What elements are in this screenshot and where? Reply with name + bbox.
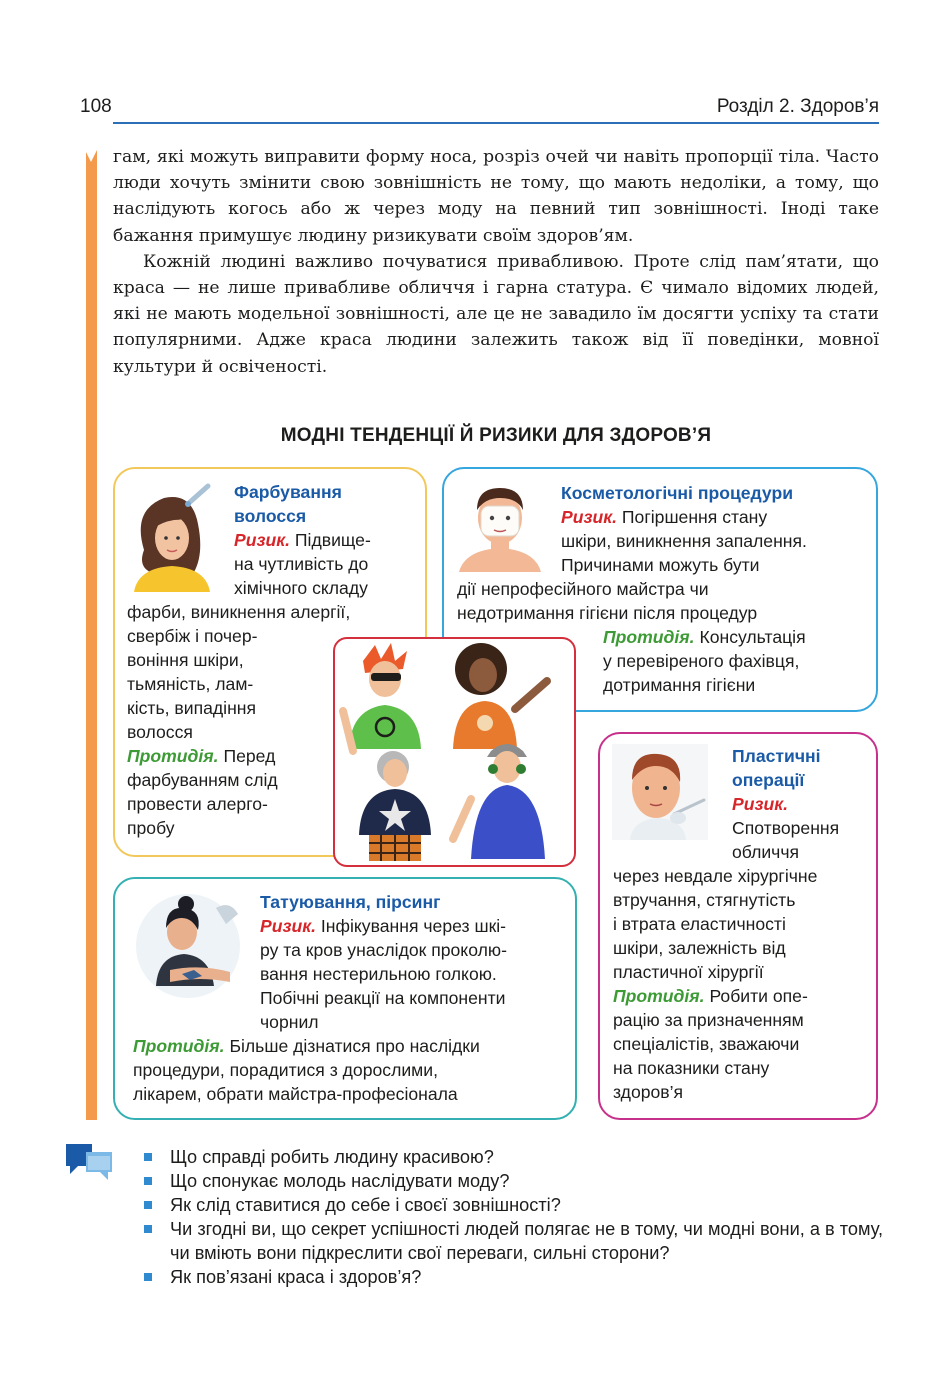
cosmetology-counter: Протидія. Консультація у перевіреного фахівця, дотримання гігієни [603, 627, 806, 695]
hair-counter-label: Протидія. [127, 746, 219, 766]
speech-bubbles-icon [64, 1140, 116, 1186]
tattoo-artist-illustration-icon [130, 890, 245, 1002]
plastic-risk-label: Ризик. [732, 794, 789, 814]
paragraph-1: гам, які можуть виправити форму носа, розріз очей чи навіть пропорції тіла. Часто люди хочуть змінити свою зовнішність не тому, що мають недоліки, а тому, що наслідують когось або ж через моду на певний тип зовнішності. Іноді таке бажання примушує людину ризикувати своїм здоров’ям. [113, 147, 880, 246]
list-item: Як слід ставитися до себе і своєї зовнішності? [144, 1193, 904, 1217]
list-item: Що справді робить людину красивою? [144, 1145, 904, 1169]
body-text [113, 144, 879, 380]
side-accent-bar [86, 150, 97, 1120]
cosmetology-text: дії непрофесійного майстра чи недотримання гігієни після процедур [457, 579, 758, 623]
chapter-title: Розділ 2. Здоров’я [716, 96, 879, 117]
section-title: МОДНІ ТЕНДЕНЦІЇ Й РИЗИКИ ДЛЯ ЗДОРОВ’Я [280, 425, 712, 446]
page-number: 108 [80, 96, 112, 117]
hair-risk-label: Ризик. [234, 530, 291, 550]
tattoo-risk-label: Ризик. [260, 916, 317, 936]
hair-dye-title: Фарбування волосся Ризик. Підвище- на чутливість до хімічного складу [234, 482, 371, 598]
tattoo-counter: Протидія. Більше дізнатися про наслідки процедури, порадитися з дорослими, лікарем, обрати майстра-професіонала [133, 1036, 480, 1104]
cosmetology-title: Косметологічні процедури Ризик. Погіршення стану шкіри, виникнення запалення. Причинами можуть бути [561, 483, 807, 575]
face-mask-illustration-icon [455, 480, 545, 572]
hair-dye-text: фарби, виникнення алергії, свербіж і почер- воніння шкіри, тьмяність, лам- кість, випадіння волосся Протидія. Перед фарбуванням слід провести алерго- пробу [127, 602, 351, 838]
fashion-people-illustration-icon [335, 639, 573, 864]
woman-hair-illustration-icon [124, 480, 224, 592]
cosmetology-risk-label: Ризик. [561, 507, 618, 527]
side-bar-notch [85, 150, 97, 162]
fashion-youth-illustration [333, 637, 576, 867]
header-rule [113, 122, 879, 124]
plastic-surgery-text: через невдале хірургічне втручання, стягнутість і втрата еластичності шкіри, залежність від пластичної хірургії Протидія. Робити опе- рацію за призначенням спеціалістів, зважаючи на показники стану здоров’я [613, 866, 818, 1102]
discussion-questions [144, 1145, 904, 1289]
list-item: Чи згодні ви, що секрет успішності людей полягає не в тому, чи модні вони, а в тому, чи вміють вони підкреслити свої переваги, сильні сторони? [144, 1217, 904, 1265]
cosmetology-counter-label: Протидія. [603, 627, 695, 647]
list-item: Як пов’язані краса і здоров’я? [144, 1265, 904, 1289]
face-surgery-illustration-icon [612, 744, 708, 840]
plastic-surgery-title: Пластичні операції Ризик. Спотворення обличчя [732, 744, 872, 864]
tattoo-title: Татуювання, пірсинг Ризик. Інфікування через шкі- ру та кров унаслідок проколю- вання нестерильною голкою. Побічні реакції на компоненти чорнил [260, 892, 507, 1032]
plastic-counter-label: Протидія. [613, 986, 705, 1006]
tattoo-counter-label: Протидія. [133, 1036, 225, 1056]
paragraph-2: Кожній людині важливо почуватися привабливою. Проте слід пам’ятати, що краса — не лише привабливе обличчя і гарна статура. Є чимало відомих людей, які не мають модельної зовнішності, але це не завадило їм досягти успіху та стати популярними. Адже краса людини залежить також від її поведінки, мовної культури й освіченості. [113, 251, 880, 377]
list-item: Що спонукає молодь наслідувати моду? [144, 1169, 904, 1193]
